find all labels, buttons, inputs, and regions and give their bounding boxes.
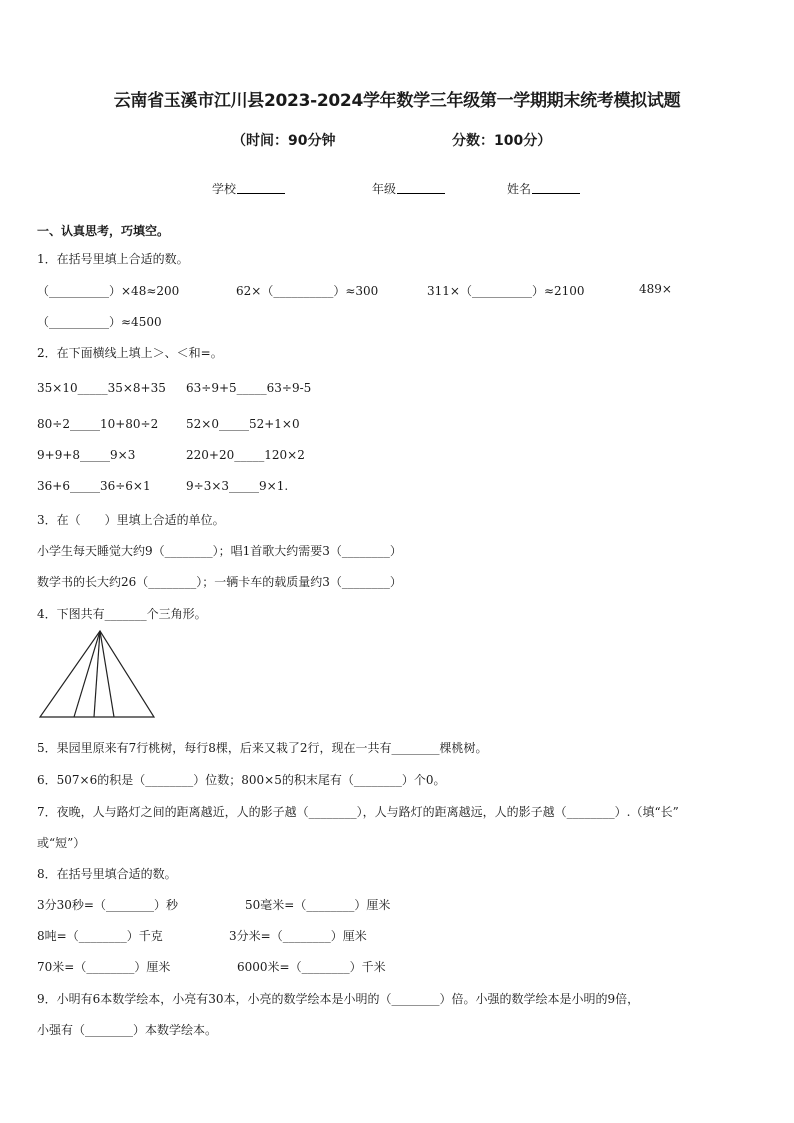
question-1-stem: 1．在括号里填上合适的数。 [37, 252, 189, 266]
exam-score: 分数：100分） [452, 133, 552, 149]
question-3-line: 小学生每天睡觉大约9（________）；唱1首歌大约需要3（________） [37, 544, 402, 558]
grade-blank[interactable] [397, 181, 445, 194]
school-label: 学校 [212, 182, 237, 196]
comparison-item: 63÷9+5_____63÷9-5 [186, 381, 312, 395]
conversion-item: 8吨=（________）千克 [37, 929, 163, 943]
inner-line [94, 631, 100, 717]
inner-line [100, 631, 114, 717]
comparison-item: 52×0_____52+1×0 [186, 417, 300, 431]
question-1-item: （__________）≈4500 [37, 315, 162, 329]
conversion-item: 70米=（________）厘米 [37, 960, 171, 974]
comparison-item: 80÷2_____10+80÷2 [37, 417, 159, 431]
school-blank[interactable] [237, 181, 285, 194]
question-3-line: 数学书的长大约26（________）；一辆卡车的载质量约3（________） [37, 575, 402, 589]
question-1-item: 489× [639, 282, 672, 296]
comparison-item: 36+6_____36÷6×1 [37, 479, 151, 493]
exam-time: （时间：90分钟 [232, 133, 336, 149]
question-4-stem: 4．下图共有_______个三角形。 [37, 607, 207, 621]
question-1-item: （__________）×48≈200 [37, 284, 180, 298]
question-9-line: 小强有（________）本数学绘本。 [37, 1023, 218, 1037]
question-6: 6．507×6的积是（________）位数；800×5的积末尾有（________）个0。 [37, 773, 446, 787]
question-5: 5．果园里原来有7行桃树，每行8棵，后来又栽了2行，现在一共有________棵桃树。 [37, 741, 488, 755]
conversion-item: 3分米=（________）厘米 [229, 929, 367, 943]
triangle-figure [37, 628, 157, 724]
conversion-item: 3分30秒=（________）秒 [37, 898, 178, 912]
question-2-stem: 2．在下面横线上填上＞、＜和=。 [37, 346, 223, 360]
name-blank[interactable] [532, 181, 580, 194]
question-1-item: 311×（__________）≈2100 [427, 284, 585, 298]
question-1-item: 62×（__________）≈300 [236, 284, 379, 298]
inner-line [74, 631, 100, 717]
question-8-stem: 8．在括号里填合适的数。 [37, 867, 177, 881]
comparison-item: 9+9+8_____9×3 [37, 448, 136, 462]
comparison-item: 9÷3×3_____9×1. [186, 479, 289, 493]
name-field[interactable] [507, 180, 580, 197]
grade-field[interactable] [372, 180, 445, 197]
name-label: 姓名 [507, 182, 532, 196]
page-title: 云南省玉溪市江川县2023-2024学年数学三年级第一学期期末统考模拟试题 [113, 91, 681, 111]
question-7-line: 7．夜晚，人与路灯之间的距离越近，人的影子越（________），人与路灯的距离越远，人的影子越（________）.（填“长” [37, 805, 679, 819]
school-field[interactable] [212, 180, 285, 197]
comparison-item: 220+20_____120×2 [186, 448, 305, 462]
question-9-line: 9．小明有6本数学绘本，小亮有30本，小亮的数学绘本是小明的（________）倍。小强的数学绘本是小明的9倍， [37, 992, 640, 1006]
question-7-line: 或“短”） [37, 836, 86, 850]
question-3-stem: 3．在（ ）里填上合适的单位。 [37, 513, 225, 527]
conversion-item: 6000米=（________）千米 [237, 960, 386, 974]
comparison-item: 35×10_____35×8+35 [37, 381, 166, 395]
section-heading: 一、认真思考，巧填空。 [37, 224, 170, 238]
conversion-item: 50毫米=（________）厘米 [245, 898, 391, 912]
grade-label: 年级 [372, 182, 397, 196]
